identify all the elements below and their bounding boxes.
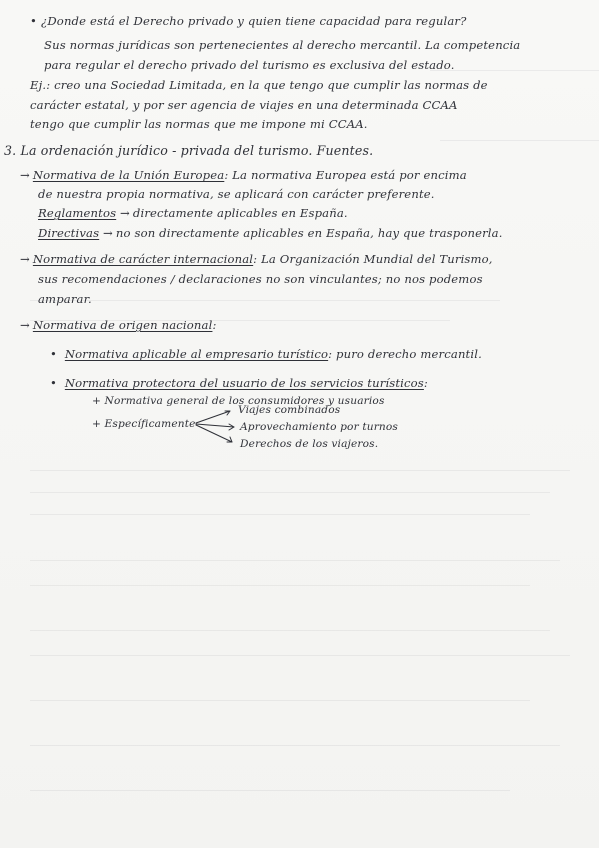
fan-arrow-2 xyxy=(196,424,234,427)
intl-line-1-text: : La Organización Mundial del Turismo, xyxy=(253,252,493,266)
especificamente-item-1: Viajes combinados xyxy=(238,404,341,416)
directivas-text: no son directamente aplicables en España, hay que trasponerla. xyxy=(115,226,503,240)
arrow-icon: → xyxy=(20,252,30,266)
arrow-icon: → xyxy=(103,226,113,240)
directivas-label: Directivas xyxy=(38,226,100,240)
section-3-heading: 3. La ordenación jurídico - privada del turismo. Fuentes. xyxy=(4,143,374,158)
nacional-label: Normativa de origen nacional xyxy=(32,318,213,332)
protectora-suffix: : xyxy=(423,376,428,390)
intro-answer-line-2: para regular el derecho privado del turismo es exclusiva del estado. xyxy=(44,58,455,72)
intro-example-line-1: Ej.: creo una Sociedad Limitada, en la que tengo que cumplir las normas de xyxy=(30,78,488,92)
aplicable-text: : puro derecho mercantil. xyxy=(328,347,482,361)
general-line: + Normativa general de los consumidores y usuarios xyxy=(92,395,385,407)
ue-label: Normativa de la Unión Europea xyxy=(32,168,225,182)
intro-example-line-3: tengo que cumplir las normas que me impone mi CCAA. xyxy=(30,117,368,131)
ue-line-1-text: : La normativa Europea está por encima xyxy=(224,168,467,182)
intro-answer-line-1: Sus normas jurídicas son pertenecientes al derecho mercantil. La competencia xyxy=(44,38,521,52)
arrow-icon: → xyxy=(20,168,30,182)
intl-line-3: amparar. xyxy=(38,292,92,306)
intl-line-2: sus recomendaciones / declaraciones no son vinculantes; no nos podemos xyxy=(38,272,483,286)
protectora-label: Normativa protectora del usuario de los servicios turísticos xyxy=(64,376,424,390)
fan-arrow-3 xyxy=(196,425,232,442)
nacional-suffix: : xyxy=(212,318,217,332)
intro-example-line-2: carácter estatal, y por ser agencia de viajes en una determinada CCAA xyxy=(30,98,458,112)
fan-arrow-1 xyxy=(196,411,230,423)
aplicable-label: Normativa aplicable al empresario turístico xyxy=(64,347,329,361)
especificamente-item-2: Aprovechamiento por turnos xyxy=(240,421,399,433)
reglamentos-label: Reglamentos xyxy=(38,206,117,220)
arrow-icon: → xyxy=(20,318,30,332)
intro-question: • ¿Donde está el Derecho privado y quien tiene capacidad para regular? xyxy=(30,16,466,28)
intl-label: Normativa de carácter internacional xyxy=(32,252,254,266)
ue-line-2: de nuestra propia normativa, se aplicará con carácter preferente. xyxy=(38,187,435,201)
reglamentos-text: directamente aplicables en España. xyxy=(132,206,348,220)
arrow-icon: → xyxy=(120,206,130,220)
especificamente-item-3: Derechos de los viajeros. xyxy=(240,438,379,450)
especificamente-line: + Específicamente xyxy=(92,418,196,430)
